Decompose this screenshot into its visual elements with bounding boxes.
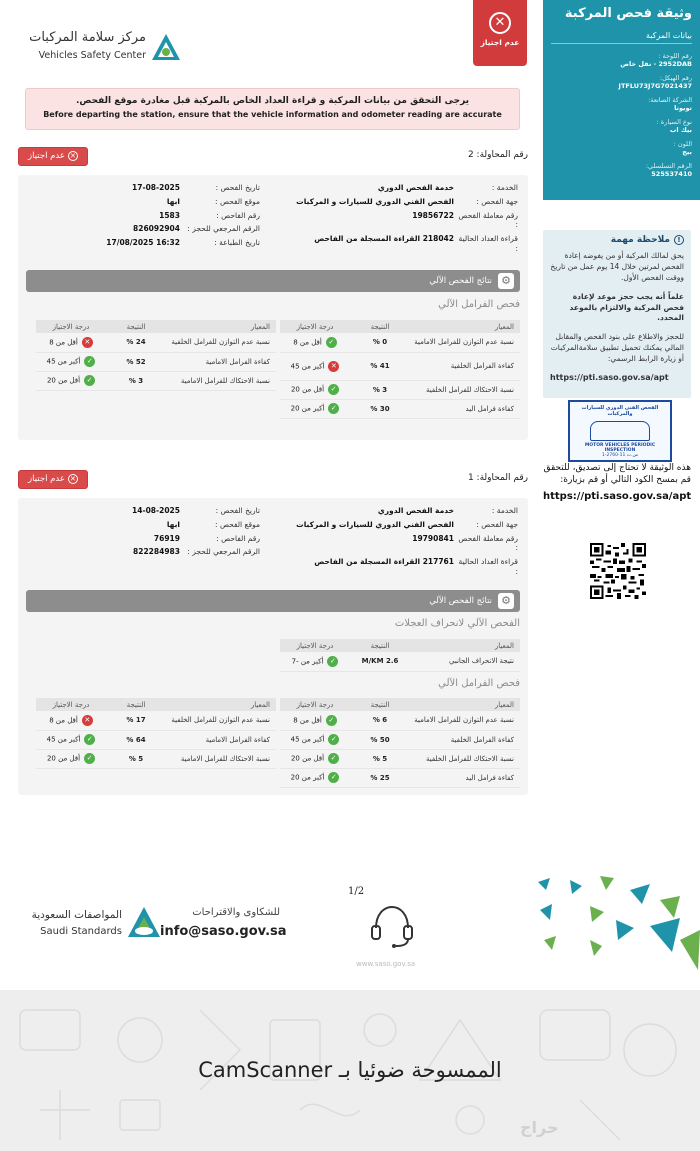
attempt-2-date-info: تاريخ الفحص : 17-08-2025 موقع الفحص : ابها رقم الفاحص : 1583 الرقم المرجعي للحجز : 826092904 تاريخ الطباعة : 16:32 17/08/2025 xyxy=(106,183,260,247)
table-row: كفاءة فرامل اليد 30 % ✓أكبر من 20 xyxy=(280,399,520,418)
fail-status-button[interactable]: ✕عدم اجتياز xyxy=(18,470,88,489)
attempt-2-card xyxy=(18,175,528,440)
attempt-number: رقم المحاولة: 2 xyxy=(467,150,528,160)
service-value: خدمة الفحص الدوري xyxy=(377,183,454,192)
verification-text: هذه الوثيقة لا تحتاج إلى تصديق، للتحقق قم بمسح الكود التالي أو قم بزيارة: xyxy=(543,463,691,486)
fail-x-icon: ✕ xyxy=(82,337,93,348)
pass-check-icon: ✓ xyxy=(328,772,339,783)
odometer-value: 218042 القراءة المسجلة من الفاحص xyxy=(314,234,454,243)
auto-results-bar: ⚙ نتائج الفحص الآلي xyxy=(26,270,520,292)
important-note xyxy=(543,230,691,398)
attempt-2-service-info: الخدمة : خدمة الفحص الدوري جهة الفحص : الفحص الفني الدوري للسيارات و المركبات رقم معاملة الفحص : 19856722 قراءة العداد الحالية : 218042 القراءة المسجلة من الفاحص xyxy=(296,183,518,253)
fail-x-icon: ✕ xyxy=(82,715,93,726)
note-url-link[interactable]: https://pti.saso.gov.sa/apt xyxy=(550,372,669,382)
table-row: نسبة الاحتكاك للفرامل الخلفية 3 % ✓أقل من 20 xyxy=(280,380,520,399)
wheel-alignment-title: الفحص الآلي لانحراف العجلات xyxy=(394,618,520,629)
table-row: نسبة عدم التوازن للفرامل الخلفية 17 % ✕أقل من 8 xyxy=(36,711,276,730)
table-row: كفاءة الفرامل الامامية 52 % ✓أكبر من 45 xyxy=(36,352,276,371)
attempt-2-header xyxy=(18,147,528,167)
entity-value: الفحص الفني الدوري للسيارات و المركبات xyxy=(296,196,454,206)
pass-check-icon: ✓ xyxy=(84,356,95,367)
note-app-text: للحجز والاطلاع على بنود الفحص والمقابل المالي يمكنك تحميل تطبيق سلامةالمركبات أو زيارة الرابط الرسمي: xyxy=(550,332,684,363)
vin-row: رقم الهيكل: JTFLU73J7G7021437 xyxy=(551,74,692,90)
table-row: كفاءة الفرامل الخلفية 41 % ✕أكبر من 45 xyxy=(280,352,520,380)
wheel-alignment-table: المعيار النتيجة درجة الاجتياز نتيجة الانحراف الجانبي M/KM 2.6 ✓أكبر من -7 xyxy=(280,639,520,672)
vehicle-info-panel xyxy=(543,0,700,200)
brakes-table-left: المعيار النتيجة درجة الاجتياز نسبة عدم التوازن للفرامل الخلفية 17 % ✕أقل من 8 كفاءة الفرامل الامامية 64 % ✓أكبر من 45 نسبة الاحتكاك للفرامل الامامية 5 % ✓أقل من 20 xyxy=(36,698,276,769)
vehicles-safety-center-logo: مركز سلامة المركبات Vehicles Safety Center xyxy=(22,30,182,70)
pass-check-icon: ✓ xyxy=(84,375,95,386)
vin-number: JTFLU73J7G7021437 xyxy=(618,82,692,90)
saso-emblem-icon xyxy=(126,905,162,941)
table-row: نسبة عدم التوازن للفرامل الامامية 0 % ✓أقل من 8 xyxy=(280,333,520,352)
fail-x-icon: ✕ xyxy=(489,12,511,34)
verification-note xyxy=(543,462,691,504)
pass-check-icon: ✓ xyxy=(84,753,95,764)
attempt-1-header xyxy=(18,470,528,490)
brakes-section-title: فحص الفرامل الآلي xyxy=(438,299,520,310)
headset-icon xyxy=(366,900,418,952)
table-row: كفاءة الفرامل الخلفية 50 % ✓أكبر من 45 xyxy=(280,730,520,749)
plate-row: رقم اللوحة : 2952DAB - نقل خاص xyxy=(551,52,692,68)
info-icon: ! xyxy=(674,235,684,245)
plate-number: 2952DAB - نقل خاص xyxy=(620,60,692,68)
inspector-value: 76919 xyxy=(153,533,180,543)
table-row: كفاءة فرامل اليد 25 % ✓أكبر من 20 xyxy=(280,768,520,787)
attempt-1-card xyxy=(18,498,528,795)
site-value: ابها xyxy=(166,196,180,206)
fail-x-icon: ✕ xyxy=(68,151,78,161)
result-status-badge: ✕ عدم اجتياز xyxy=(473,0,527,66)
transaction-value: 19790841 xyxy=(412,533,454,543)
print-date-value: 16:32 17/08/2025 xyxy=(106,238,180,247)
camscanner-label: الممسوحة ضوئيا بـ CamScanner xyxy=(198,1058,502,1082)
entity-value: الفحص الفني الدوري للسيارات و المركبات xyxy=(296,519,454,529)
serial-row: الرقم التسلسلي: 525537410 xyxy=(551,162,692,178)
page-number: 1/2 xyxy=(348,886,365,897)
pass-check-icon: ✓ xyxy=(328,384,339,395)
document-title: وثيقة فحص المركبة xyxy=(564,6,692,21)
saso-logo: المواصفات السعودية Saudi Standards xyxy=(22,905,162,945)
table-row: نسبة عدم التوازن للفرامل الامامية 6 % ✓أقل من 8 xyxy=(280,711,520,730)
date-value: 17-08-2025 xyxy=(132,183,180,192)
table-row: نسبة الاحتكاك للفرامل الامامية 5 % ✓أقل من 20 xyxy=(36,749,276,768)
table-row: نسبة عدم التوازن للفرامل الخلفية 24 % ✕أقل من 8 xyxy=(36,333,276,352)
fail-x-icon: ✕ xyxy=(68,474,78,484)
pass-check-icon: ✓ xyxy=(328,403,339,414)
date-value: 14-08-2025 xyxy=(132,506,180,515)
auto-results-bar: ⚙ نتائج الفحص الآلي xyxy=(26,590,520,612)
warning-text-en: Before departing the station, ensure that the vehicle information and odometer reading are accurate xyxy=(43,110,502,119)
vehicle-color: بيج xyxy=(682,148,692,156)
brakes-table-right: المعيار النتيجة درجة الاجتياز نسبة عدم التوازن للفرامل الامامية 6 % ✓أقل من 8 كفاءة الفرامل الخلفية 50 % ✓أكبر من 45 نسبة الاحتكاك للفرامل الخلفية 5 % ✓أقل من 20 كفاءة فرامل اليد 25 % ✓أكبر من 20 xyxy=(280,698,520,788)
attempt-number: رقم المحاولة: 1 xyxy=(467,473,528,483)
note-retest-text: يحق لمالك المركبة أو من يفوضه إعادة الفحص لمرتين خلال 14 يوم عمل من تاريخ ووقت الفحص الأول. xyxy=(550,251,684,282)
car-icon xyxy=(590,421,650,441)
pass-check-icon: ✓ xyxy=(328,734,339,745)
gear-icon: ⚙ xyxy=(498,593,514,609)
attempt-1-service-info: الخدمة : خدمة الفحص الدوري جهة الفحص : الفحص الفني الدوري للسيارات و المركبات رقم معاملة الفحص : 19790841 قراءة العداد الحالية : 217761 القراءة المسجلة من الفاحص xyxy=(296,506,518,576)
manufacturer: تويوتا xyxy=(674,104,692,112)
vehicle-data-heading: بيانات المركبة xyxy=(551,31,692,44)
verification-url-link[interactable]: https://pti.saso.gov.sa/apt xyxy=(543,491,692,503)
booking-value: 822284983 xyxy=(133,547,180,557)
note-booking-text: علماً أنه يجب حجز موعد لإعادة فحص المركبة والالتزام بالموعد المحدد. xyxy=(569,291,684,323)
odometer-warning-banner xyxy=(25,88,520,130)
pass-check-icon: ✓ xyxy=(84,734,95,745)
attempt-1-date-info: تاريخ الفحص : 14-08-2025 موقع الفحص : ابها رقم الفاحص : 76919 الرقم المرجعي للحجز : 822284983 xyxy=(132,506,260,557)
odometer-value: 217761 القراءة المسجلة من الفاحص xyxy=(314,557,454,566)
vehicle-type: بيك اب xyxy=(669,126,692,134)
site-value: ابها xyxy=(166,519,180,529)
table-row: نسبة الاحتكاك للفرامل الخلفية 5 % ✓أقل من 20 xyxy=(280,749,520,768)
inspector-value: 1583 xyxy=(159,210,180,220)
transaction-value: 19856722 xyxy=(412,210,454,220)
service-value: خدمة الفحص الدوري xyxy=(377,506,454,515)
booking-value: 826092904 xyxy=(133,224,180,234)
vehicle-type-row: نوع السيارة : بيك اب xyxy=(551,118,692,134)
complaints-contact: للشكاوى والاقتراحات info@saso.gov.sa xyxy=(160,907,287,939)
saso-website: www.saso.gov.sa xyxy=(356,960,416,968)
table-row: كفاءة الفرامل الامامية 64 % ✓أكبر من 45 xyxy=(36,730,276,749)
pass-check-icon: ✓ xyxy=(326,715,337,726)
brakes-table-right: المعيار النتيجة درجة الاجتياز نسبة عدم التوازن للفرامل الامامية 0 % ✓أقل من 8 كفاءة الفرامل الخلفية 41 % ✕أكبر من 45 نسبة الاحتكاك للفرامل الخلفية 3 % ✓أقل من 20 كفاءة فرامل اليد 30 % ✓أكبر من 20 xyxy=(280,320,520,419)
haraj-watermark: حراج xyxy=(520,1118,559,1137)
serial-number: 525537410 xyxy=(651,170,692,178)
pass-check-icon: ✓ xyxy=(328,753,339,764)
manufacturer-row: الشركة الصانعة: تويوتا xyxy=(551,96,692,112)
fail-x-icon: ✕ xyxy=(328,361,339,372)
qr-code[interactable] xyxy=(590,543,646,599)
pass-check-icon: ✓ xyxy=(326,337,337,348)
warning-text-ar: يرجى التحقق من بيانات المركبة و قراءة العداد الخاص بالمركبة قبل مغادرة موقع الفحص. xyxy=(75,96,470,106)
decorative-triangles xyxy=(530,870,700,980)
brakes-section-title: فحص الفرامل الآلي xyxy=(438,678,520,689)
fail-status-button[interactable]: ✕عدم اجتياز xyxy=(18,147,88,166)
color-row: اللون : بيج xyxy=(551,140,692,156)
table-row: نتيجة الانحراف الجانبي M/KM 2.6 ✓أكبر من -7 xyxy=(280,652,520,671)
gear-icon: ⚙ xyxy=(498,273,514,289)
brakes-table-left: المعيار النتيجة درجة الاجتياز نسبة عدم التوازن للفرامل الخلفية 24 % ✕أقل من 8 كفاءة الفرامل الامامية 52 % ✓أكبر من 45 نسبة الاحتكاك للفرامل الامامية 3 % ✓أقل من 20 xyxy=(36,320,276,391)
pass-check-icon: ✓ xyxy=(327,656,338,667)
table-row: نسبة الاحتكاك للفرامل الامامية 3 % ✓أقل من 20 xyxy=(36,371,276,390)
note-title: !ملاحظة مهمة xyxy=(550,235,684,245)
vsc-emblem-icon xyxy=(150,32,182,64)
inspection-stamp: الفحص الفني الدوري للسيارات والمركبات MOTOR VEHICLES PERIODIC INSPECTION س.ت 11-2760-1 xyxy=(568,400,672,462)
support-email-link[interactable]: info@saso.gov.sa xyxy=(160,924,287,939)
